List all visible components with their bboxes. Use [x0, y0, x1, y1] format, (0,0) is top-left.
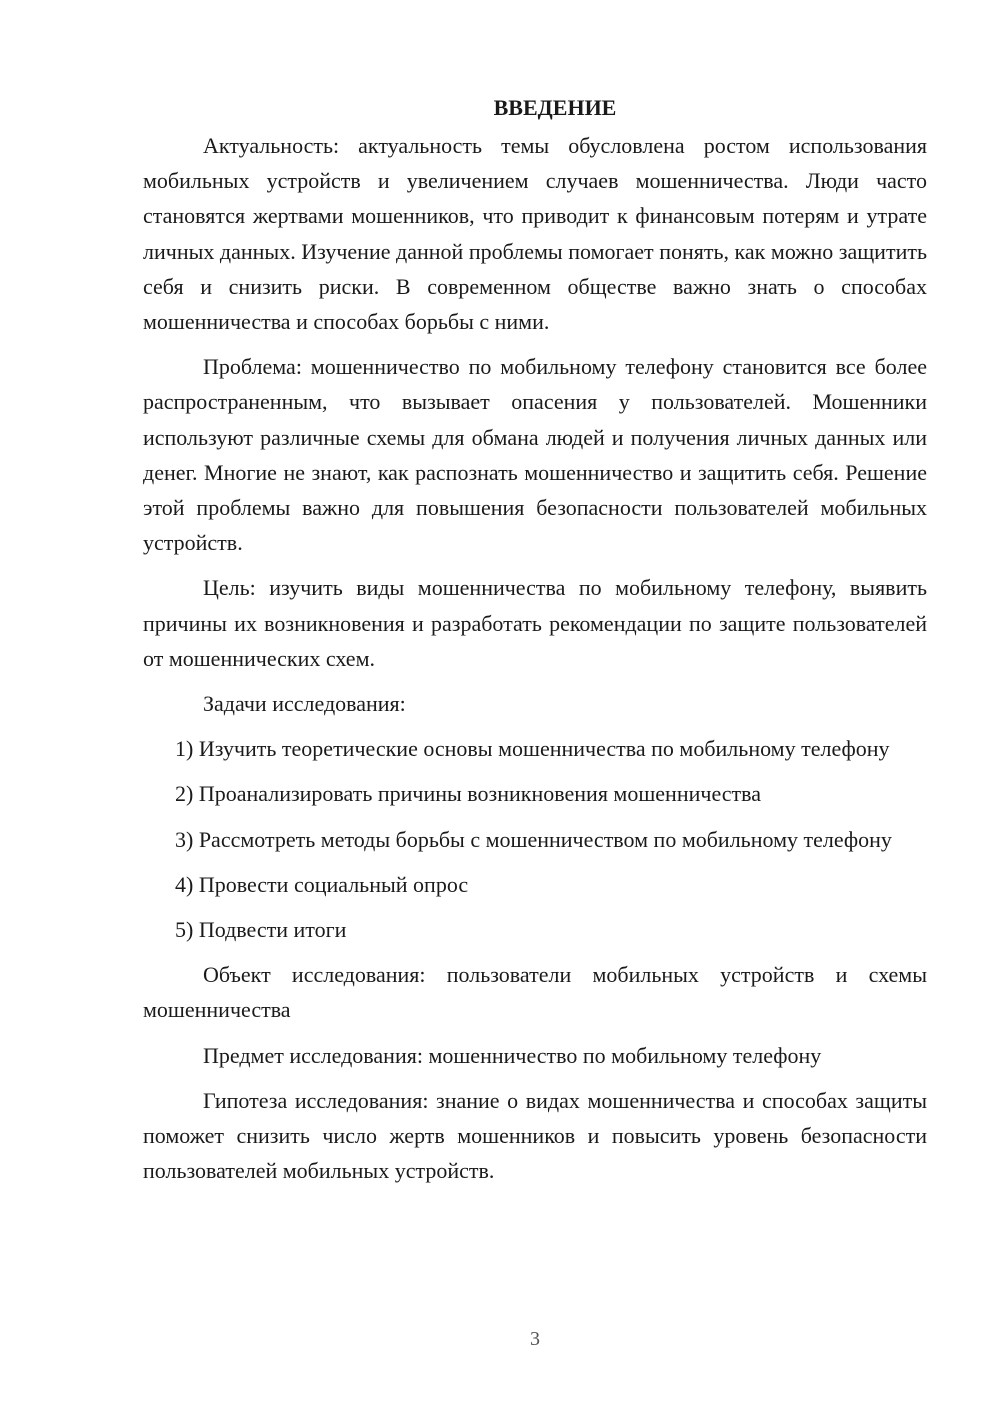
paragraph-hypothesis: Гипотеза исследования: знание о видах мошенничества и способах защиты поможет снизить число жертв мошенников и повысить уровень безопасности пользователей мобильных устройств.	[143, 1087, 927, 1184]
paragraph-subject: Предмет исследования: мошенничество по мобильному телефону	[203, 1042, 822, 1068]
document-title: ВВЕДЕНИЕ	[493, 95, 617, 120]
list-item: 4) Провести социальный опрос	[175, 871, 469, 897]
paragraph-relevance: Актуальность: актуальность темы обусловлена ростом использования мобильных устройств и увеличением случаев мошенничества. Люди часто становятся жертвами мошенников, что приводит к финансовым потерям и утрате личных данных. Изучение данной проблемы помогает понять, как можно защитить себя и снизить риски. В современном обществе важно знать о способах мошенничества и способах борьбы с ними.	[143, 133, 927, 335]
tasks-list	[143, 731, 927, 947]
list-item: 2) Проанализировать причины возникновения мошенничества	[175, 781, 761, 807]
paragraph-object: Объект исследования: пользователи мобильных устройств и схемы мошенничества	[143, 962, 927, 1023]
tasks-heading: Задачи исследования:	[203, 691, 406, 717]
paragraph-problem: Проблема: мошенничество по мобильному телефону становится все более распространенным, что вызывает опасения у пользователей. Мошенники используют различные схемы для обмана людей и получения личных данных или денег. Многие не знают, как распознать мошенничество и защитить себя. Решение этой проблемы важно для повышения безопасности пользователей мобильных устройств.	[143, 354, 927, 556]
document-page	[143, 90, 927, 1188]
list-item: 1) Изучить теоретические основы мошенничества по мобильному телефону	[175, 736, 890, 762]
list-item: 5) Подвести итоги	[175, 917, 347, 943]
list-item: 3) Рассмотреть методы борьбы с мошенничеством по мобильному телефону	[175, 826, 892, 852]
paragraph-goal: Цель: изучить виды мошенничества по мобильному телефону, выявить причины их возникновения и разработать рекомендации по защите пользователей от мошеннических схем.	[143, 575, 927, 671]
page-number: 3	[530, 1328, 540, 1350]
